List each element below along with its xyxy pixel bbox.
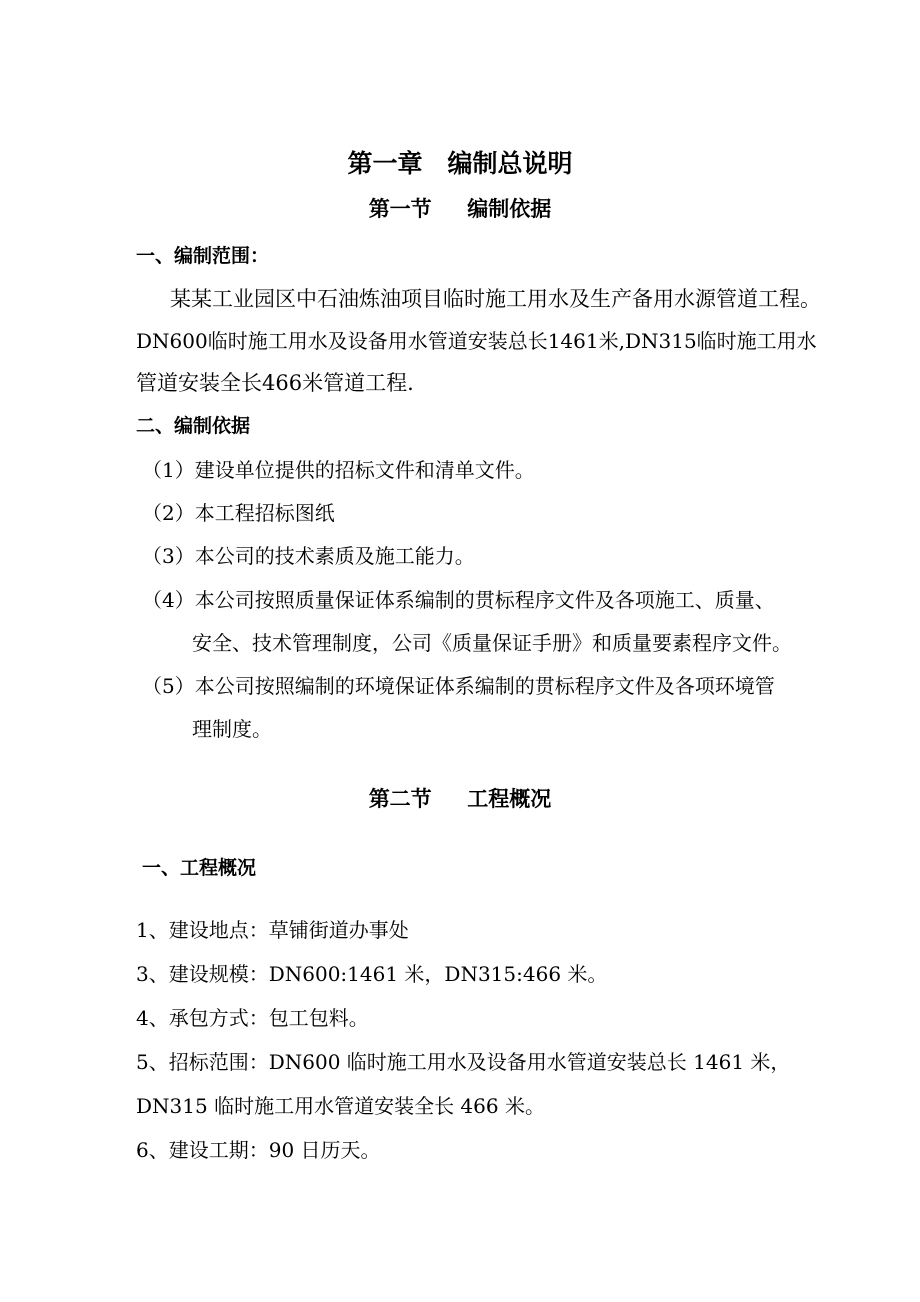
basis-item-4: （4）本公司按照质量保证体系编制的贯标程序文件及各项施工、质量、: [142, 588, 775, 612]
basis-heading: 二、编制依据: [136, 415, 251, 437]
basis-item-3: （3）本公司的技术素质及施工能力。: [142, 544, 475, 568]
section-title-overview: 第二节 工程概况: [368, 787, 552, 811]
basis-item-2: （2）本工程招标图纸: [142, 501, 335, 525]
overview-item-duration: 6、建设工期：90 日历天。: [136, 1138, 381, 1162]
overview-item-bid-scope-continued: DN315 临时施工用水管道安装全长 466 米。: [136, 1094, 545, 1118]
basis-item-4-continued: 安全、技术管理制度，公司《质量保证手册》和质量要素程序文件。: [192, 631, 792, 655]
section-title-basis: 第一节 编制依据: [368, 197, 552, 221]
overview-item-contract-mode: 4、承包方式：包工包料。: [136, 1006, 369, 1030]
basis-item-5-continued: 理制度。: [192, 717, 272, 741]
overview-item-location: 1、建设地点：草铺街道办事处: [136, 918, 409, 942]
scope-paragraph-line-1: 某某工业园区中石油炼油项目临时施工用水及生产备用水源管道工程。: [170, 287, 821, 311]
overview-heading: 一、工程概况: [142, 857, 257, 879]
chapter-title: 第一章 编制总说明: [347, 149, 573, 178]
basis-item-5: （5）本公司按照编制的环境保证体系编制的贯标程序文件及各项环境管: [142, 674, 775, 698]
scope-paragraph-line-3: 管道安装全长466米管道工程.: [136, 371, 414, 395]
scope-paragraph-line-2: DN600临时施工用水及设备用水管道安装总长1461米,DN315临时施工用水: [136, 329, 817, 353]
overview-item-scale: 3、建设规模：DN600:1461 米，DN315:466 米。: [136, 962, 608, 986]
overview-item-bid-scope: 5、招标范围：DN600 临时施工用水及设备用水管道安装总长 1461 米，: [136, 1050, 791, 1074]
scope-heading: 一、编制范围：: [136, 245, 270, 267]
basis-item-1: （1）建设单位提供的招标文件和清单文件。: [142, 458, 535, 482]
